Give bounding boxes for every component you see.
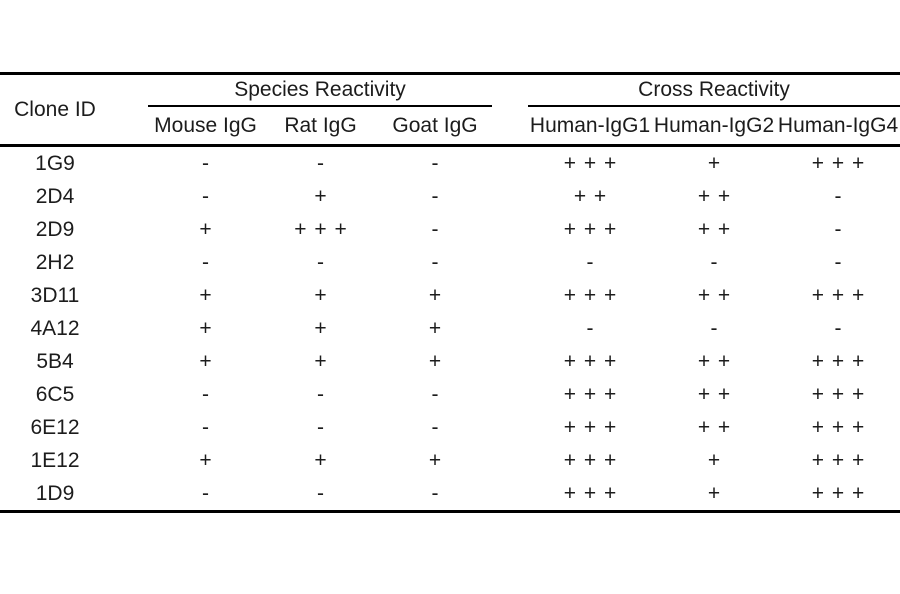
table-row	[0, 246, 900, 279]
value-cell: +	[428, 316, 442, 340]
row-spacer	[492, 180, 528, 213]
header-spacer	[492, 74, 528, 146]
row-spacer	[492, 312, 528, 345]
clone-id-header: Clone ID	[0, 74, 110, 146]
clone-id-cell: 2D4	[35, 184, 75, 208]
row-spacer	[492, 146, 528, 181]
value-cell: -	[202, 382, 209, 406]
value-cell: -	[431, 415, 439, 439]
value-cell: -	[317, 151, 324, 175]
mouse-igg-header: Mouse IgG	[148, 106, 263, 146]
value-cell: + + +	[811, 349, 865, 373]
value-cell: + + +	[563, 448, 617, 472]
table-header	[0, 74, 900, 146]
clone-id-cell: 1E12	[30, 448, 80, 472]
value-cell: -	[202, 415, 209, 439]
value-cell: +	[199, 349, 212, 373]
reactivity-table-container	[0, 72, 900, 513]
value-cell: -	[431, 382, 439, 406]
human-igg2-header: Human-IgG2	[652, 106, 776, 146]
value-cell: +	[707, 151, 721, 175]
value-cell: -	[317, 415, 324, 439]
value-cell: + + +	[811, 283, 865, 307]
row-spacer	[492, 411, 528, 444]
value-cell: -	[317, 382, 324, 406]
value-cell: +	[428, 448, 442, 472]
table-body	[0, 146, 900, 512]
value-cell: -	[710, 316, 718, 340]
value-cell: -	[431, 250, 439, 274]
value-cell: + + +	[563, 283, 617, 307]
value-cell: -	[431, 184, 439, 208]
human-igg4-header: Human-IgG4	[776, 106, 900, 146]
clone-id-cell: 1D9	[35, 481, 75, 505]
reactivity-table	[0, 72, 900, 513]
value-cell: +	[199, 448, 212, 472]
row-spacer	[492, 246, 528, 279]
value-cell: +	[428, 283, 442, 307]
value-cell: -	[834, 184, 842, 208]
value-cell: -	[202, 151, 209, 175]
row-spacer	[492, 378, 528, 411]
value-cell: + + +	[811, 448, 865, 472]
value-cell: + + +	[563, 415, 617, 439]
value-cell: -	[431, 217, 439, 241]
table-row	[0, 213, 900, 246]
value-cell: +	[428, 349, 442, 373]
value-cell: -	[317, 250, 324, 274]
value-cell: -	[834, 250, 842, 274]
goat-igg-header: Goat IgG	[378, 106, 492, 146]
row-spacer	[492, 477, 528, 512]
row-spacer	[492, 345, 528, 378]
row-spacer	[492, 279, 528, 312]
row-spacer	[110, 411, 148, 444]
table-row	[0, 444, 900, 477]
cross-reactivity-group-header: Cross Reactivity	[528, 74, 900, 107]
value-cell: -	[202, 250, 209, 274]
human-igg1-header: Human-IgG1	[528, 106, 652, 146]
value-cell: +	[314, 184, 327, 208]
value-cell: + + +	[563, 151, 617, 175]
clone-id-cell: 6C5	[35, 382, 75, 406]
value-cell: -	[317, 481, 324, 505]
value-cell: +	[314, 448, 327, 472]
row-spacer	[110, 444, 148, 477]
clone-id-cell: 5B4	[36, 349, 74, 373]
row-spacer	[110, 180, 148, 213]
value-cell: +	[707, 481, 721, 505]
value-cell: + +	[697, 349, 731, 373]
value-cell: -	[586, 316, 594, 340]
clone-id-cell: 1G9	[35, 151, 75, 175]
table-row	[0, 312, 900, 345]
value-cell: + +	[697, 415, 731, 439]
value-cell: +	[199, 283, 212, 307]
value-cell: + + +	[811, 481, 865, 505]
table-row	[0, 345, 900, 378]
clone-id-cell: 2D9	[35, 217, 75, 241]
value-cell: -	[834, 316, 842, 340]
clone-id-cell: 3D11	[30, 283, 80, 307]
value-cell: -	[431, 151, 439, 175]
row-spacer	[110, 312, 148, 345]
row-spacer	[492, 213, 528, 246]
row-spacer	[110, 213, 148, 246]
table-row	[0, 279, 900, 312]
value-cell: + + +	[294, 217, 347, 241]
value-cell: + +	[573, 184, 607, 208]
value-cell: + +	[697, 217, 731, 241]
table-row	[0, 378, 900, 411]
species-reactivity-group-header: Species Reactivity	[148, 74, 492, 107]
clone-id-cell: 2H2	[35, 250, 75, 274]
value-cell: -	[586, 250, 594, 274]
value-cell: + + +	[811, 415, 865, 439]
value-cell: -	[710, 250, 718, 274]
row-spacer	[492, 444, 528, 477]
table-row	[0, 477, 900, 512]
value-cell: + +	[697, 382, 731, 406]
value-cell: + + +	[563, 382, 617, 406]
value-cell: + + +	[563, 481, 617, 505]
clone-id-cell: 6E12	[30, 415, 80, 439]
value-cell: -	[202, 481, 209, 505]
value-cell: -	[202, 184, 209, 208]
value-cell: + +	[697, 184, 731, 208]
value-cell: +	[314, 283, 327, 307]
row-spacer	[110, 146, 148, 181]
value-cell: -	[431, 481, 439, 505]
row-spacer	[110, 279, 148, 312]
value-cell: +	[199, 316, 212, 340]
table-row	[0, 180, 900, 213]
row-spacer	[110, 378, 148, 411]
row-spacer	[110, 477, 148, 512]
header-spacer	[110, 74, 148, 146]
table-row	[0, 146, 900, 181]
value-cell: +	[314, 316, 327, 340]
table-row	[0, 411, 900, 444]
group-header-row	[0, 74, 900, 107]
value-cell: + + +	[811, 151, 865, 175]
value-cell: + +	[697, 283, 731, 307]
value-cell: + + +	[563, 217, 617, 241]
value-cell: + + +	[563, 349, 617, 373]
clone-id-cell: 4A12	[30, 316, 80, 340]
row-spacer	[110, 345, 148, 378]
value-cell: +	[199, 217, 212, 241]
value-cell: +	[707, 448, 721, 472]
value-cell: +	[314, 349, 327, 373]
value-cell: -	[834, 217, 842, 241]
rat-igg-header: Rat IgG	[263, 106, 378, 146]
row-spacer	[110, 246, 148, 279]
value-cell: + + +	[811, 382, 865, 406]
